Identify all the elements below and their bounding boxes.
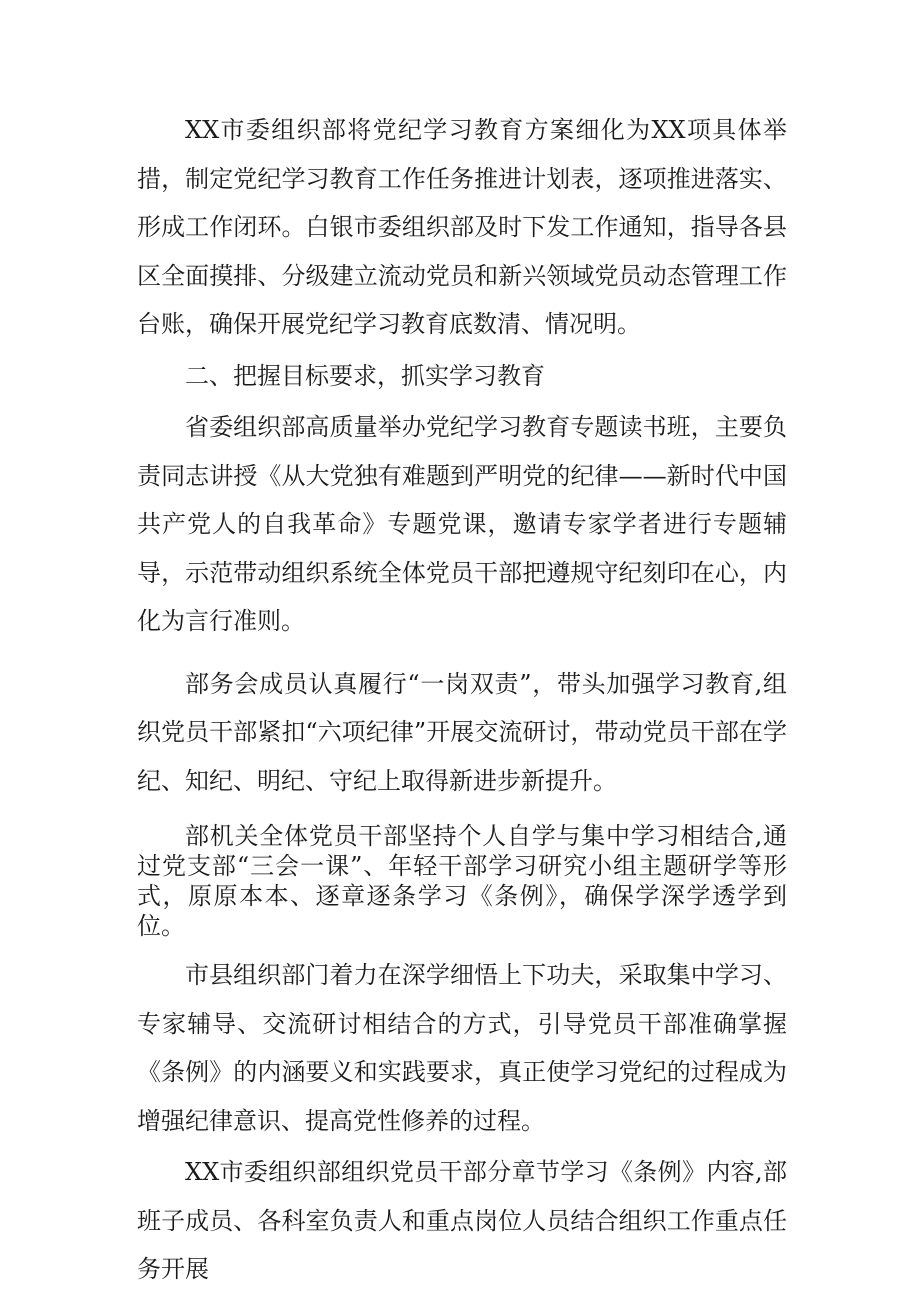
paragraph-work-plan: XX市委组织部将党纪学习教育方案细化为XX项具体举措，制定党纪学习教育工作任务推进计划表，逐项推进落实、形成工作闭环。白银市委组织部及时下发工作通知，指导各县区全面摸排、分级建立流动党员和新兴领域党员动态管理工作台账，确保开展党纪学习教育底数清、情况明。 — [137, 116, 787, 338]
paragraph-chapter-study: XX市委组织部组织党员干部分章节学习《条例》内容,部班子成员、各科室负责人和重点岗位人员结合组织工作重点任务开展 — [137, 1158, 787, 1283]
section-heading: 二、把握目标要求，抓实学习教育 — [185, 361, 545, 390]
paragraph-reading-class: 省委组织部高质量举办党纪学习教育专题读书班，主要负责同志讲授《从大党独有难题到严明党的纪律——新时代中国共产党人的自我革命》专题党课，邀请专家学者进行专题辅导，示范带动组织系统全体党员干部把遵规守纪刻印在心，内化为言行准则。 — [137, 413, 787, 635]
document-body — [137, 106, 787, 1294]
paragraph-city-county: 市县组织部门着力在深学细悟上下功夫，采取集中学习、专家辅导、交流研讨相结合的方式，引导党员干部准确掌握《条例》的内涵要义和实践要求，真正使学习党纪的过程成为增强纪律意识、提高党性修养的过程。 — [137, 961, 787, 1135]
paragraph-agency-study: 部机关全体党员干部坚持个人自学与集中学习相结合,通过党支部“三会一课”、年轻干部学习研究小组主题研学等形式，原原本本、逐章逐条学习《条例》，确保学深学透学到位。 — [137, 822, 787, 940]
paragraph-department-members: 部务会成员认真履行“一岗双责”，带头加强学习教育,组织党员干部紧扣“六项纪律”开展交流研讨，带动党员干部在学纪、知纪、明纪、守纪上取得新进步新提升。 — [137, 669, 787, 795]
